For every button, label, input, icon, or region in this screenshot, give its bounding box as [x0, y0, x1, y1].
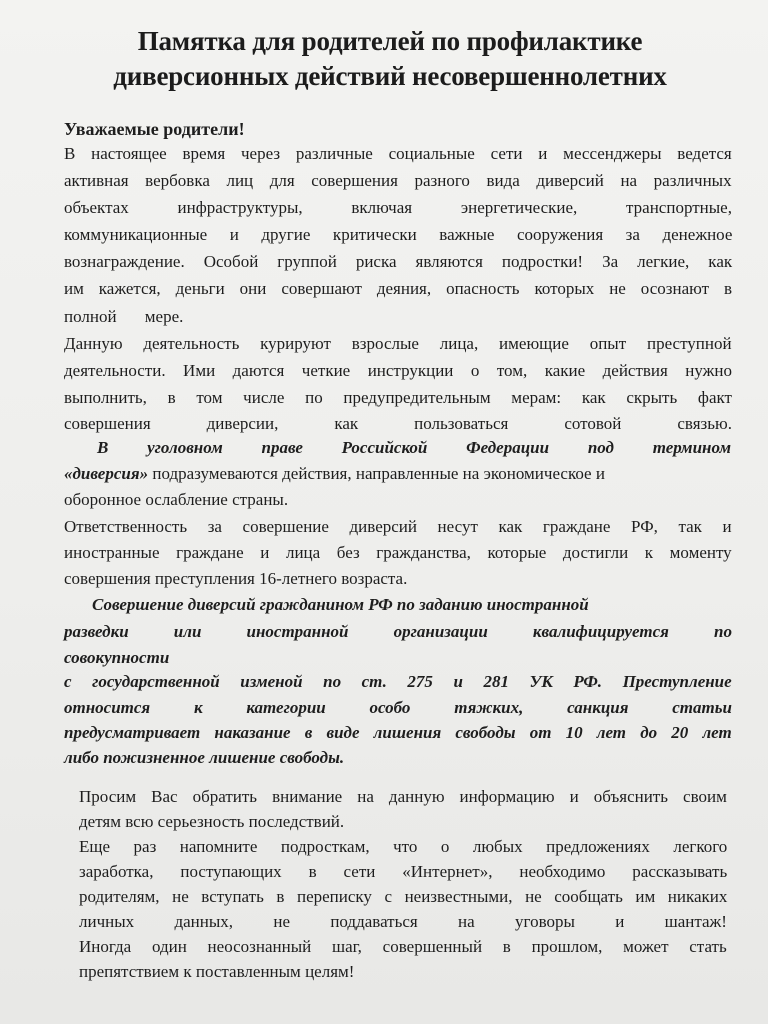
- word: квалифицируется: [532, 622, 669, 641]
- paragraph-7-line: Еще раз напомните подросткам, что о любых предложениях легкого: [79, 837, 728, 856]
- word: совершения: [64, 414, 151, 433]
- paragraph-7-line: родителям, не вступать в переписку с неизвестными, не сообщать им никаких: [79, 887, 728, 906]
- word: включая: [351, 198, 413, 217]
- paragraph-3-line: [64, 463, 732, 485]
- paragraph-5-line: совокупности: [64, 648, 170, 667]
- word: организации: [393, 622, 488, 641]
- paragraph-3-line: [97, 437, 731, 459]
- word: по: [714, 622, 732, 641]
- title-line-1: Памятка для родителей по профилактике: [137, 26, 643, 56]
- word: транспортные,: [626, 198, 732, 217]
- paragraph-7-line: заработка, поступающих в сети «Интернет», необходимо рассказывать: [79, 862, 728, 881]
- word: диверсии,: [206, 414, 279, 433]
- word: термином: [652, 438, 731, 457]
- word: уголовном: [147, 438, 223, 457]
- word: В: [97, 438, 109, 457]
- word: объектах: [64, 198, 129, 217]
- greeting: Уважаемые родители!: [64, 119, 245, 139]
- paragraph-4-line: Ответственность за совершение диверсий несут как граждане РФ, так и: [64, 517, 732, 536]
- word: сотовой: [564, 414, 622, 433]
- paragraph-2-line: деятельности. Ими даются четкие инструкции о том, какие действия нужно: [64, 361, 733, 380]
- word: личных: [79, 912, 135, 931]
- paragraph-4-line: иностранные граждане и лица без гражданства, которые достигли к моменту: [64, 543, 732, 562]
- word: данных,: [174, 912, 234, 931]
- word: шантаж!: [664, 912, 727, 931]
- paragraph-1-line: [64, 197, 732, 219]
- word: как: [334, 414, 359, 433]
- word: к: [193, 698, 203, 717]
- term-diversion: «диверсия»: [64, 464, 149, 483]
- paragraph-4-line: совершения преступления 16-летнего возраста.: [64, 569, 408, 588]
- word: тяжких,: [454, 698, 524, 717]
- paragraph-1-line: вознаграждение. Особой группой риска являются подростки! За легкие, как: [64, 252, 733, 271]
- paragraph-7-line: Иногда один неосознанный шаг, совершенный в прошлом, может стать: [79, 937, 727, 956]
- paragraph-5-line: предусматривает наказание в виде лишения свободы от 10 лет до 20 лет: [64, 723, 732, 742]
- paragraph-1-line: коммуникационные и другие критически важные сооружения за денежное: [64, 225, 733, 244]
- word: праве: [261, 438, 303, 457]
- word: не: [273, 912, 290, 931]
- paragraph-2-line: [64, 413, 732, 435]
- word: статьи: [672, 698, 732, 717]
- word: и: [615, 912, 625, 931]
- paragraph-1-line: активная вербовка лиц для совершения разного вида диверсий на различных: [64, 171, 732, 190]
- paragraph-5-line: Совершение диверсий гражданином РФ по заданию иностранной: [92, 595, 589, 614]
- paragraph-5-line: [64, 697, 732, 719]
- paragraph-2-line: Данную деятельность курируют взрослые лица, имеющие опыт преступной: [64, 334, 732, 353]
- paragraph-5-line: либо пожизненное лишение свободы.: [64, 748, 345, 767]
- document-title: [60, 24, 720, 94]
- word: относится: [64, 698, 151, 717]
- word: разведки: [64, 622, 129, 641]
- paragraph-3-line: оборонное ослабление страны.: [64, 490, 289, 509]
- word: пользоваться: [414, 414, 509, 433]
- paragraph-1-line: В настоящее время через различные социальные сети и мессенджеры ведется: [64, 144, 732, 163]
- word: уговоры: [515, 912, 575, 931]
- word: категории: [246, 698, 326, 717]
- word: или: [173, 622, 202, 641]
- paragraph-1-line: им кажется, деньги они совершают деяния, опасность которых не осознают в: [64, 279, 733, 298]
- word: под: [587, 438, 614, 457]
- paragraph-1-line: полной мере.: [64, 307, 184, 326]
- word: санкция: [567, 698, 629, 717]
- paragraph-5-line: [64, 621, 732, 643]
- word: Федерации: [466, 438, 550, 457]
- paragraph-6-line: детям всю серьезность последствий.: [79, 812, 345, 831]
- paragraph-6-line: Просим Вас обратить внимание на данную информацию и объяснить своим: [79, 787, 727, 806]
- word: на: [458, 912, 475, 931]
- word: связью.: [677, 414, 732, 433]
- paragraph-7-line: [79, 911, 727, 933]
- paragraph-2-line: выполнить, в том числе по предупредительным мерам: как скрыть факт: [64, 388, 732, 407]
- paragraph-5-line: с государственной изменой по ст. 275 и 281 УК РФ. Преступление: [64, 672, 732, 691]
- paragraph-7-line: препятствием к поставленным целям!: [79, 962, 355, 981]
- word: инфраструктуры,: [177, 198, 303, 217]
- term-definition: подразумеваются действия, направленные на экономическое и: [148, 464, 605, 483]
- word: иностранной: [246, 622, 349, 641]
- word: особо: [369, 698, 411, 717]
- word: поддаваться: [330, 912, 418, 931]
- word: энергетические,: [460, 198, 578, 217]
- title-line-2: диверсионных действий несовершеннолетних: [113, 61, 667, 91]
- word: Российской: [341, 438, 428, 457]
